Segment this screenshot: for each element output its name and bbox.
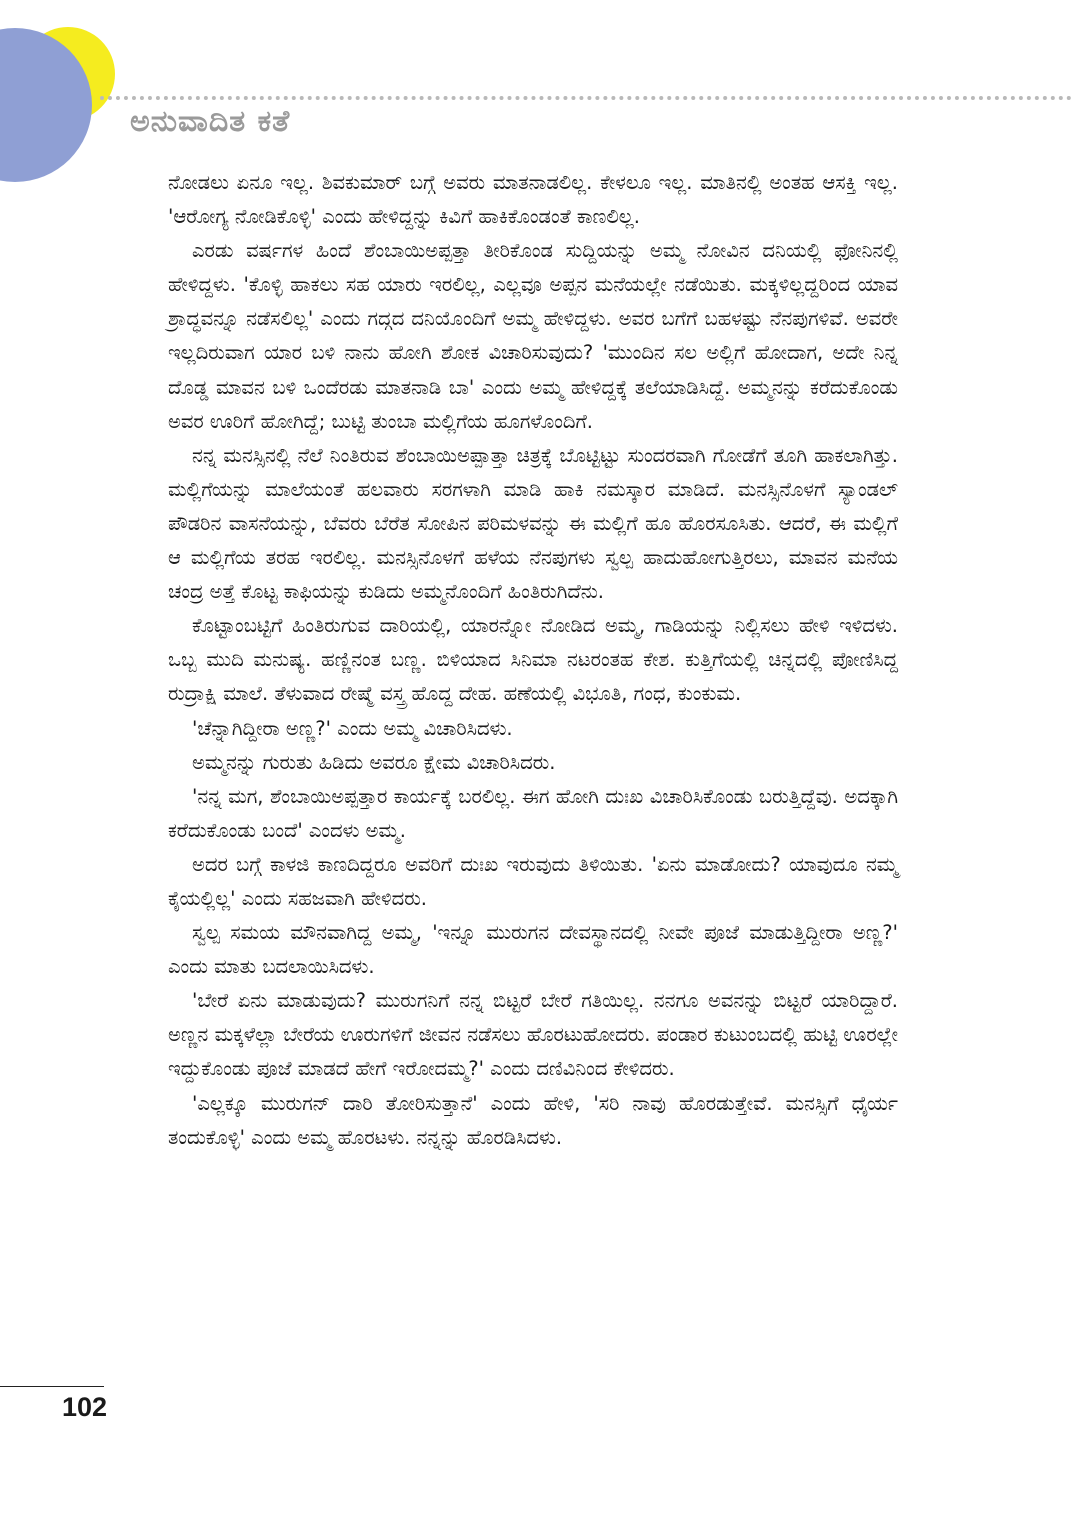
paragraph: ಸ್ವಲ್ಪ ಸಮಯ ಮೌನವಾಗಿದ್ದ ಅಮ್ಮ, 'ಇನ್ನೂ ಮುರುಗನ ದೇವಸ್ಥಾನದಲ್ಲಿ ನೀವೇ ಪೂಜೆ ಮಾಡುತ್ತಿದ್ದೀರಾ ಅಣ್ಣ?' ಎಂದು ಮಾತು ಬದಲಾಯಿಸಿದಳು. <box>168 921 898 979</box>
page-number: 102 <box>62 1392 108 1422</box>
paragraph: 'ಎಲ್ಲಕ್ಕೂ ಮುರುಗನ್ ದಾರಿ ತೋರಿಸುತ್ತಾನೆ' ಎಂದು ಹೇಳಿ, 'ಸರಿ ನಾವು ಹೊರಡುತ್ತೇವೆ. ಮನಸ್ಸಿಗೆ ಧೈರ್ಯ ತಂದುಕೊಳ್ಳಿ' ಎಂದು ಅಮ್ಮ ಹೊರಟಳು. ನನ್ನನ್ನು ಹೊರಡಿಸಿದಳು. <box>168 1091 898 1149</box>
paragraph: ನೋಡಲು ಏನೂ ಇಲ್ಲ. ಶಿವಕುಮಾರ್ ಬಗ್ಗೆ ಅವರು ಮಾತನಾಡಲಿಲ್ಲ. ಕೇಳಲೂ ಇಲ್ಲ. ಮಾತಿನಲ್ಲಿ ಅಂತಹ ಆಸಕ್ತಿ ಇಲ್ಲ. 'ಆರೋಗ್ಯ ನೋಡಿಕೊಳ್ಳಿ' ಎಂದು ಹೇಳಿದ್ದನ್ನು ಕಿವಿಗೆ ಹಾಕಿಕೊಂಡಂತೆ ಕಾಣಲಿಲ್ಲ. <box>168 171 898 229</box>
footer-rule <box>0 1386 104 1387</box>
paragraph: 'ಬೇರೆ ಏನು ಮಾಡುವುದು? ಮುರುಗನಿಗೆ ನನ್ನ ಬಿಟ್ಟರೆ ಬೇರೆ ಗತಿಯಿಲ್ಲ. ನನಗೂ ಅವನನ್ನು ಬಿಟ್ಟರೆ ಯಾರಿದ್ದಾರೆ. ಅಣ್ಣನ ಮಕ್ಕಳೆಲ್ಲಾ ಬೇರೆಯ ಊರುಗಳಿಗೆ ಜೀವನ ನಡೆಸಲು ಹೊರಟುಹೋದರು. ಪಂಡಾರ ಕುಟುಂಬದಲ್ಲಿ ಹುಟ್ಟಿ ಊರಲ್ಲೇ ಇದ್ದುಕೊಂಡು ಪೂಜೆ ಮಾಡದೆ ಹೇಗೆ ಇರೋದಮ್ಮ?' ಎಂದು ದಣಿವಿನಿಂದ ಕೇಳಿದರು. <box>168 989 898 1081</box>
header-dotted-rule <box>100 96 1072 100</box>
paragraph: ಅಮ್ಮನನ್ನು ಗುರುತು ಹಿಡಿದು ಅವರೂ ಕ್ಷೇಮ ವಿಚಾರಿಸಿದರು. <box>192 750 556 774</box>
paragraph: ಕೊಟ್ಟಾಂಬಟ್ಟಿಗೆ ಹಿಂತಿರುಗುವ ದಾರಿಯಲ್ಲಿ, ಯಾರನ್ನೋ ನೋಡಿದ ಅಮ್ಮ, ಗಾಡಿಯನ್ನು ನಿಲ್ಲಿಸಲು ಹೇಳಿ ಇಳಿದಳು. ಒಬ್ಬ ಮುದಿ ಮನುಷ್ಯ. ಹಣ್ಣಿನಂತ ಬಣ್ಣ. ಬಿಳಿಯಾದ ಸಿನಿಮಾ ನಟರಂತಹ ಕೇಶ. ಕುತ್ತಿಗೆಯಲ್ಲಿ ಚಿನ್ನದಲ್ಲಿ ಪೋಣಿಸಿದ್ದ ರುದ್ರಾಕ್ಷಿ ಮಾಲೆ. ತೆಳುವಾದ ರೇಷ್ಮೆ ವಸ್ತ್ರ ಹೊದ್ದ ದೇಹ. ಹಣೆಯಲ್ಲಿ ವಿಭೂತಿ, ಗಂಧ, ಕುಂಕುಮ. <box>168 614 898 706</box>
paragraph: ನನ್ನ ಮನಸ್ಸಿನಲ್ಲಿ ನೆಲೆ ನಿಂತಿರುವ ಶೆಂಬಾಯಿಅಪ್ಪಾತ್ತಾ ಚಿತ್ರಕ್ಕೆ ಬೊಟ್ಟಿಟ್ಟು ಸುಂದರವಾಗಿ ಗೋಡೆಗೆ ತೂಗಿ ಹಾಕಲಾಗಿತ್ತು. ಮಲ್ಲಿಗೆಯನ್ನು ಮಾಲೆಯಂತೆ ಹಲವಾರು ಸರಗಳಾಗಿ ಮಾಡಿ ಹಾಕಿ ನಮಸ್ಕಾರ ಮಾಡಿದೆ. ಮನಸ್ಸಿನೊಳಗೆ ಸ್ಯಾಂಡಲ್ ಪೌಡರಿನ ವಾಸನೆಯನ್ನು, ಬೆವರು ಬೆರೆತ ಸೋಪಿನ ಪರಿಮಳವನ್ನು ಈ ಮಲ್ಲಿಗೆ ಹೂ ಹೊರಸೂಸಿತು. ಆದರೆ, ಈ ಮಲ್ಲಿಗೆ ಆ ಮಲ್ಲಿಗೆಯ ತರಹ ಇರಲಿಲ್ಲ. ಮನಸ್ಸಿನೊಳಗೆ ಹಳೆಯ ನೆನಪುಗಳು ಸ್ವಲ್ಪ ಹಾದುಹೋಗುತ್ತಿರಲು, ಮಾವನ ಮನೆಯ ಚಂದ್ರ ಅತ್ತೆ ಕೊಟ್ಟ ಕಾಫಿಯನ್ನು ಕುಡಿದು ಅಮ್ಮನೊಂದಿಗೆ ಹಿಂತಿರುಗಿದೆನು. <box>168 443 898 604</box>
paragraph: 'ನನ್ನ ಮಗ, ಶೆಂಬಾಯಿಅಪ್ಪತ್ತಾರ ಕಾರ್ಯಕ್ಕೆ ಬರಲಿಲ್ಲ. ಈಗ ಹೋಗಿ ದುಃಖ ವಿಚಾರಿಸಿಕೊಂಡು ಬರುತ್ತಿದ್ದೆವು. ಅದಕ್ಕಾಗಿ ಕರೆದುಕೊಂಡು ಬಂದೆ' ಎಂದಳು ಅಮ್ಮ. <box>168 784 898 842</box>
section-title: ಅನುವಾದಿತ ಕತೆ <box>130 104 291 139</box>
story-body <box>168 166 898 1155</box>
paragraph: ಅದರ ಬಗ್ಗೆ ಕಾಳಜಿ ಕಾಣದಿದ್ದರೂ ಅವರಿಗೆ ದುಃಖ ಇರುವುದು ತಿಳಿಯಿತು. 'ಏನು ಮಾಡೋದು? ಯಾವುದೂ ನಮ್ಮ ಕೈಯಲ್ಲಿಲ್ಲ' ಎಂದು ಸಹಜವಾಗಿ ಹೇಳಿದರು. <box>168 852 898 910</box>
paragraph: ಎರಡು ವರ್ಷಗಳ ಹಿಂದೆ ಶೆಂಬಾಯಿಅಪ್ಪತ್ತಾ ತೀರಿಕೊಂಡ ಸುದ್ದಿಯನ್ನು ಅಮ್ಮ ನೋವಿನ ದನಿಯಲ್ಲಿ ಫೋನಿನಲ್ಲಿ ಹೇಳಿದ್ದಳು. 'ಕೊಳ್ಳಿ ಹಾಕಲು ಸಹ ಯಾರು ಇರಲಿಲ್ಲ, ಎಲ್ಲವೂ ಅಪ್ಪನ ಮನೆಯಲ್ಲೇ ನಡೆಯಿತು. ಮಕ್ಕಳಿಲ್ಲದ್ದರಿಂದ ಯಾವ ಶ್ರಾದ್ಧವನ್ನೂ ನಡೆಸಲಿಲ್ಲ' ಎಂದು ಗದ್ಗದ ದನಿಯೊಂದಿಗೆ ಅಮ್ಮ ಹೇಳಿದ್ದಳು. ಅವರ ಬಗೆಗೆ ಬಹಳಷ್ಟು ನೆನಪುಗಳಿವೆ. ಅವರೇ ಇಲ್ಲದಿರುವಾಗ ಯಾರ ಬಳಿ ನಾನು ಹೋಗಿ ಶೋಕ ವಿಚಾರಿಸುವುದು? 'ಮುಂದಿನ ಸಲ ಅಲ್ಲಿಗೆ ಹೋದಾಗ, ಅದೇ ನಿನ್ನ ದೊಡ್ಡ ಮಾವನ ಬಳಿ ಒಂದೆರಡು ಮಾತನಾಡಿ ಬಾ' ಎಂದು ಅಮ್ಮ ಹೇಳಿದ್ದಕ್ಕೆ ತಲೆಯಾಡಿಸಿದ್ದೆ. ಅಮ್ಮನನ್ನು ಕರೆದುಕೊಂಡು ಅವರ ಊರಿಗೆ ಹೋಗಿದ್ದೆ; ಬುಟ್ಟಿ ತುಂಬಾ ಮಲ್ಲಿಗೆಯ ಹೂಗಳೊಂದಿಗೆ. <box>168 239 898 433</box>
paragraph: 'ಚೆನ್ನಾಗಿದ್ದೀರಾ ಅಣ್ಣ?' ಎಂದು ಅಮ್ಮ ವಿಚಾರಿಸಿದಳು. <box>192 716 513 740</box>
corner-decoration-circles <box>0 0 130 190</box>
